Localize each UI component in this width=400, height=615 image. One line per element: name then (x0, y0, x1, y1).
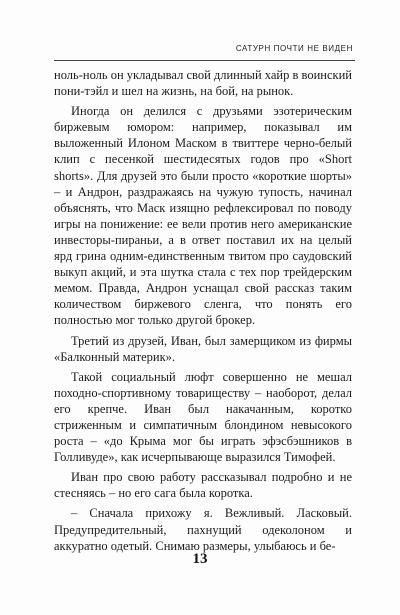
paragraph: Иногда он делился с друзьями эзотерическим биржевым юмором: например, показывал им выложенный Илоном Маском в твиттере черно-белый клип с песенкой шестидесятых годов про «Short shorts». Для друзей это были просто «короткие шорты» – и Андрон, раздражаясь на чужую тупость, начинал объяснять, что Маск изящно рефлексировал по поводу игры на понижение: ее вели против него американские инвесторы-пираньи, а в ответ поставил их на целый ярд грина одним-единственным твитом про саудовский выкуп акций, и эта шутка стала с тех пор трейдерским мемом. Правда, Андрон уснащал свой рассказ таким количеством биржевого сленга, что понять его полностью мог только другой брокер. (54, 104, 352, 328)
paragraph-dialogue: – Сначала прихожу я. Вежливый. Ласковый. Предупредительный, пахнущий одеколоном и аккуратно одетый. Снимаю размеры, улыбаюсь и бе- (54, 506, 352, 553)
header-divider (54, 60, 355, 61)
paragraph: Третий из друзей, Иван, был замерщиком из фирмы «Балконный материк». (54, 333, 352, 364)
page-number: 13 (192, 551, 208, 567)
paragraph-continued: ноль-ноль он укладывал свой длинный хайр в воинский пони-тэйл и шел на жизнь, на бой, на рынок. (54, 68, 352, 99)
paragraph: Иван про свою работу рассказывал подробно и не стесняясь – но его сага была коротка. (54, 470, 352, 501)
body-text (54, 67, 352, 554)
paragraph: Такой социальный люфт совершенно не мешал походно-спортивному товариществу – наоборот, делал его крепче. Иван был накачанным, коротко стриженным и симпатичным блондином невысокого роста – «до Крыма мог бы играть эфэсбэшников в Голливуде», как исчерпывающе выразился Тимофей. (54, 369, 352, 465)
running-header-title: САТУРН ПОЧТИ НЕ ВИДЕН (235, 44, 353, 53)
